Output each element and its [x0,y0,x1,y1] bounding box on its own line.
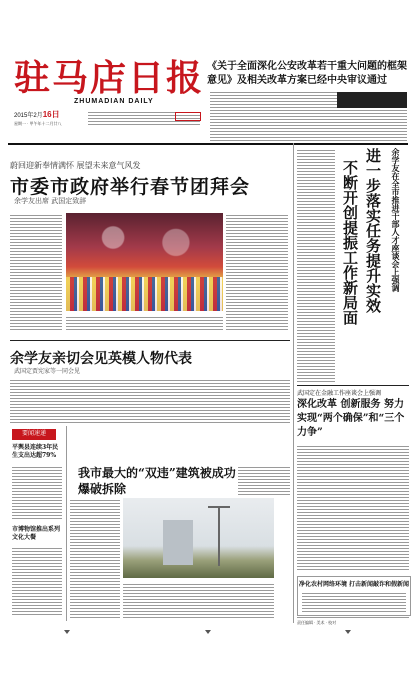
sidebar-text-1 [12,465,62,520]
sidebar-rule [66,426,67,621]
fold-marker-2 [205,630,211,634]
weekday-line: 星期一 · 甲午年十二月廿八 [14,121,62,126]
lead-text-right [226,213,288,331]
footer-credit: 责任编辑 · 美术 · 校对 [297,620,337,625]
fold-marker-3 [345,630,351,634]
third-text-left [70,498,120,618]
right-box [297,576,411,616]
photo-performers [66,277,223,311]
third-headline[interactable]: 我市最大的“双违”建筑被成功爆破拆除 [78,466,236,496]
top-story-headline[interactable]: 《关于全面深化公安改革若干重大问题的框架意见》及相关改革方案已经中央审议通过 [207,61,407,86]
right-mid-headline[interactable]: 深化改革 创新服务 努力实现“两个确保”和“三个力争” [297,399,405,438]
edition-badge [175,112,201,121]
photo-pole [218,506,220,566]
second-headline[interactable]: 余学友亲切会见英模人物代表 [10,351,192,367]
right-box-text [302,591,406,613]
right-kicker: 余学友在全市推进干部人才座谈会上强调 [391,148,401,292]
sidebar-item-2[interactable]: 市博物馆推出系列文化大餐 [12,526,61,541]
second-subline: 武国定贾宪家等一同会见 [14,368,81,375]
second-text [10,378,290,423]
right-mid-kicker: 武国定在金融工作座谈会上强调 [297,390,382,397]
sidebar-text-2 [12,546,62,616]
date-prefix: 2015年2月 [14,113,43,119]
right-box-headline[interactable]: 净化农村网络环境 打击新闻敲诈和假新闻 [298,581,410,588]
sidebar-item-1[interactable]: 平舆县连续3年民生支出达超79% [12,444,59,459]
masthead-title: 驻马店日报 [14,57,205,99]
masthead-rule [8,143,408,145]
right-rule [297,385,409,386]
date-day: 16日 [42,110,60,119]
footer-strip [297,617,409,628]
third-photo [123,498,274,578]
right-headline-2[interactable]: 不断开创提振工作新局面 [341,160,359,325]
third-text-bottom [123,582,274,618]
lead-subline: 余学友出席 武国定致辞 [14,197,87,205]
lead-kicker: 蔚回迎新奉情满怀 展望未来意气风发 [10,161,141,170]
photo-building [163,520,193,565]
column-rule [293,143,294,623]
right-mid-text [297,444,409,572]
right-headline-1[interactable]: 进一步落实任务提升实效 [364,148,382,313]
section-rule-1 [10,340,290,341]
lead-text-left [10,213,62,331]
third-text-right [238,465,290,495]
lead-headline[interactable]: 市委市政府举行春节团拜会 [10,176,251,198]
sidebar-tag: 要闻速递 [12,429,56,440]
masthead-english: ZHUMADIAN DAILY [74,98,154,105]
right-text-a [297,148,335,383]
photo-lamp [208,506,230,508]
fold-marker-1 [64,630,70,634]
top-story-photo [337,92,407,108]
lead-text-bottom [66,315,223,331]
lead-photo [66,213,223,311]
